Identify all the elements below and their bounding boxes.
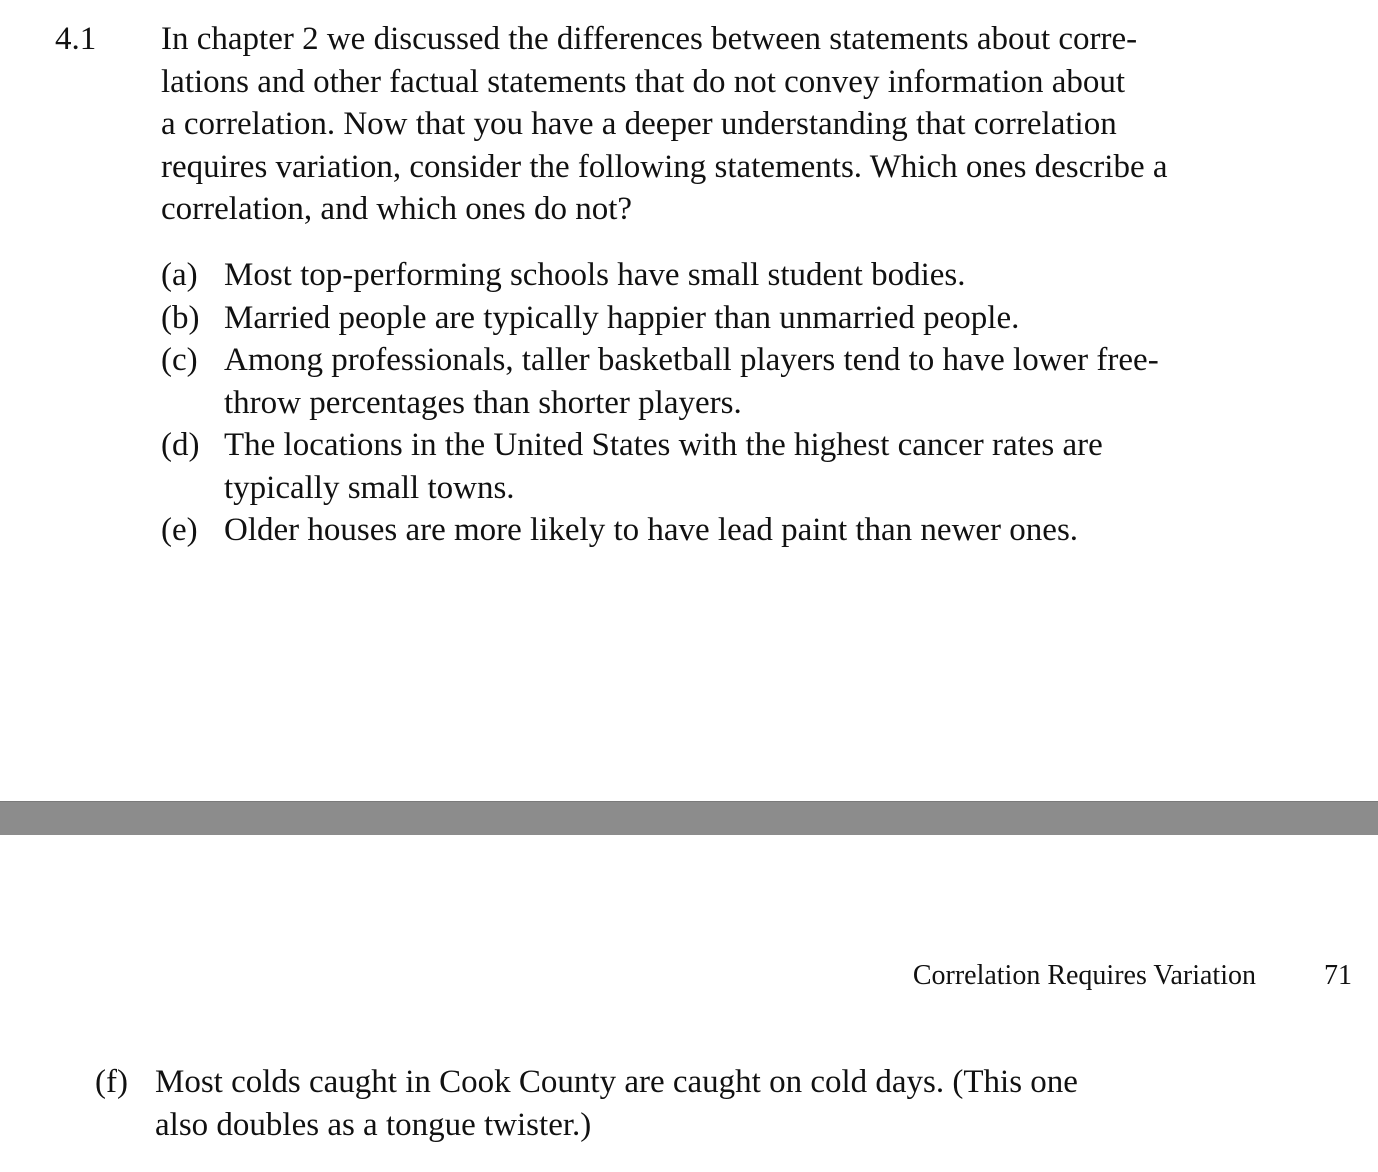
prompt-line: lations and other factual statements that do not convey information about	[161, 63, 1126, 100]
item-text: Older houses are more likely to have lead paint than newer ones.	[224, 512, 1079, 548]
exercise-item-b	[161, 297, 1301, 340]
exercise-item-c	[161, 339, 1301, 424]
exercise-number: 4.1	[55, 21, 97, 57]
prompt-line: correlation, and which ones do not?	[161, 191, 633, 227]
exercise-prompt	[161, 18, 1301, 231]
item-text: also doubles as a tongue twister.)	[155, 1106, 592, 1143]
exercise-item-list	[161, 254, 1301, 552]
prompt-line: requires variation, consider the following statements. Which ones describe a	[161, 148, 1168, 185]
item-marker: (c)	[161, 342, 198, 378]
page-break-divider	[0, 801, 1378, 835]
item-text: throw percentages than shorter players.	[224, 384, 742, 421]
item-marker: (d)	[161, 427, 200, 463]
exercise-item-a	[161, 254, 1301, 297]
item-marker: (a)	[161, 257, 198, 293]
item-text: Most colds caught in Cook County are caught on cold days. (This one	[155, 1064, 1078, 1100]
item-marker: (f)	[95, 1064, 128, 1100]
exercise-item-d	[161, 424, 1301, 509]
prompt-line: In chapter 2 we discussed the differences between statements about corre-	[161, 21, 1138, 57]
running-head-title: Correlation Requires Variation	[912, 960, 1256, 991]
item-text: typically small towns.	[224, 469, 515, 506]
item-marker: (e)	[161, 512, 198, 548]
exercise-item-e	[161, 509, 1301, 552]
item-text: The locations in the United States with the highest cancer rates are	[224, 427, 1103, 463]
item-text: Married people are typically happier than unmarried people.	[224, 299, 1020, 336]
item-text: Among professionals, taller basketball players tend to have lower free-	[224, 342, 1159, 378]
page-number: 71	[1324, 960, 1352, 991]
item-marker: (b)	[161, 299, 200, 336]
prompt-line: a correlation. Now that you have a deeper understanding that correlation	[161, 106, 1117, 142]
exercise-item-list-continued	[95, 1061, 1295, 1146]
exercise-item-f	[95, 1061, 1295, 1146]
item-text: Most top-performing schools have small student bodies.	[224, 257, 966, 293]
